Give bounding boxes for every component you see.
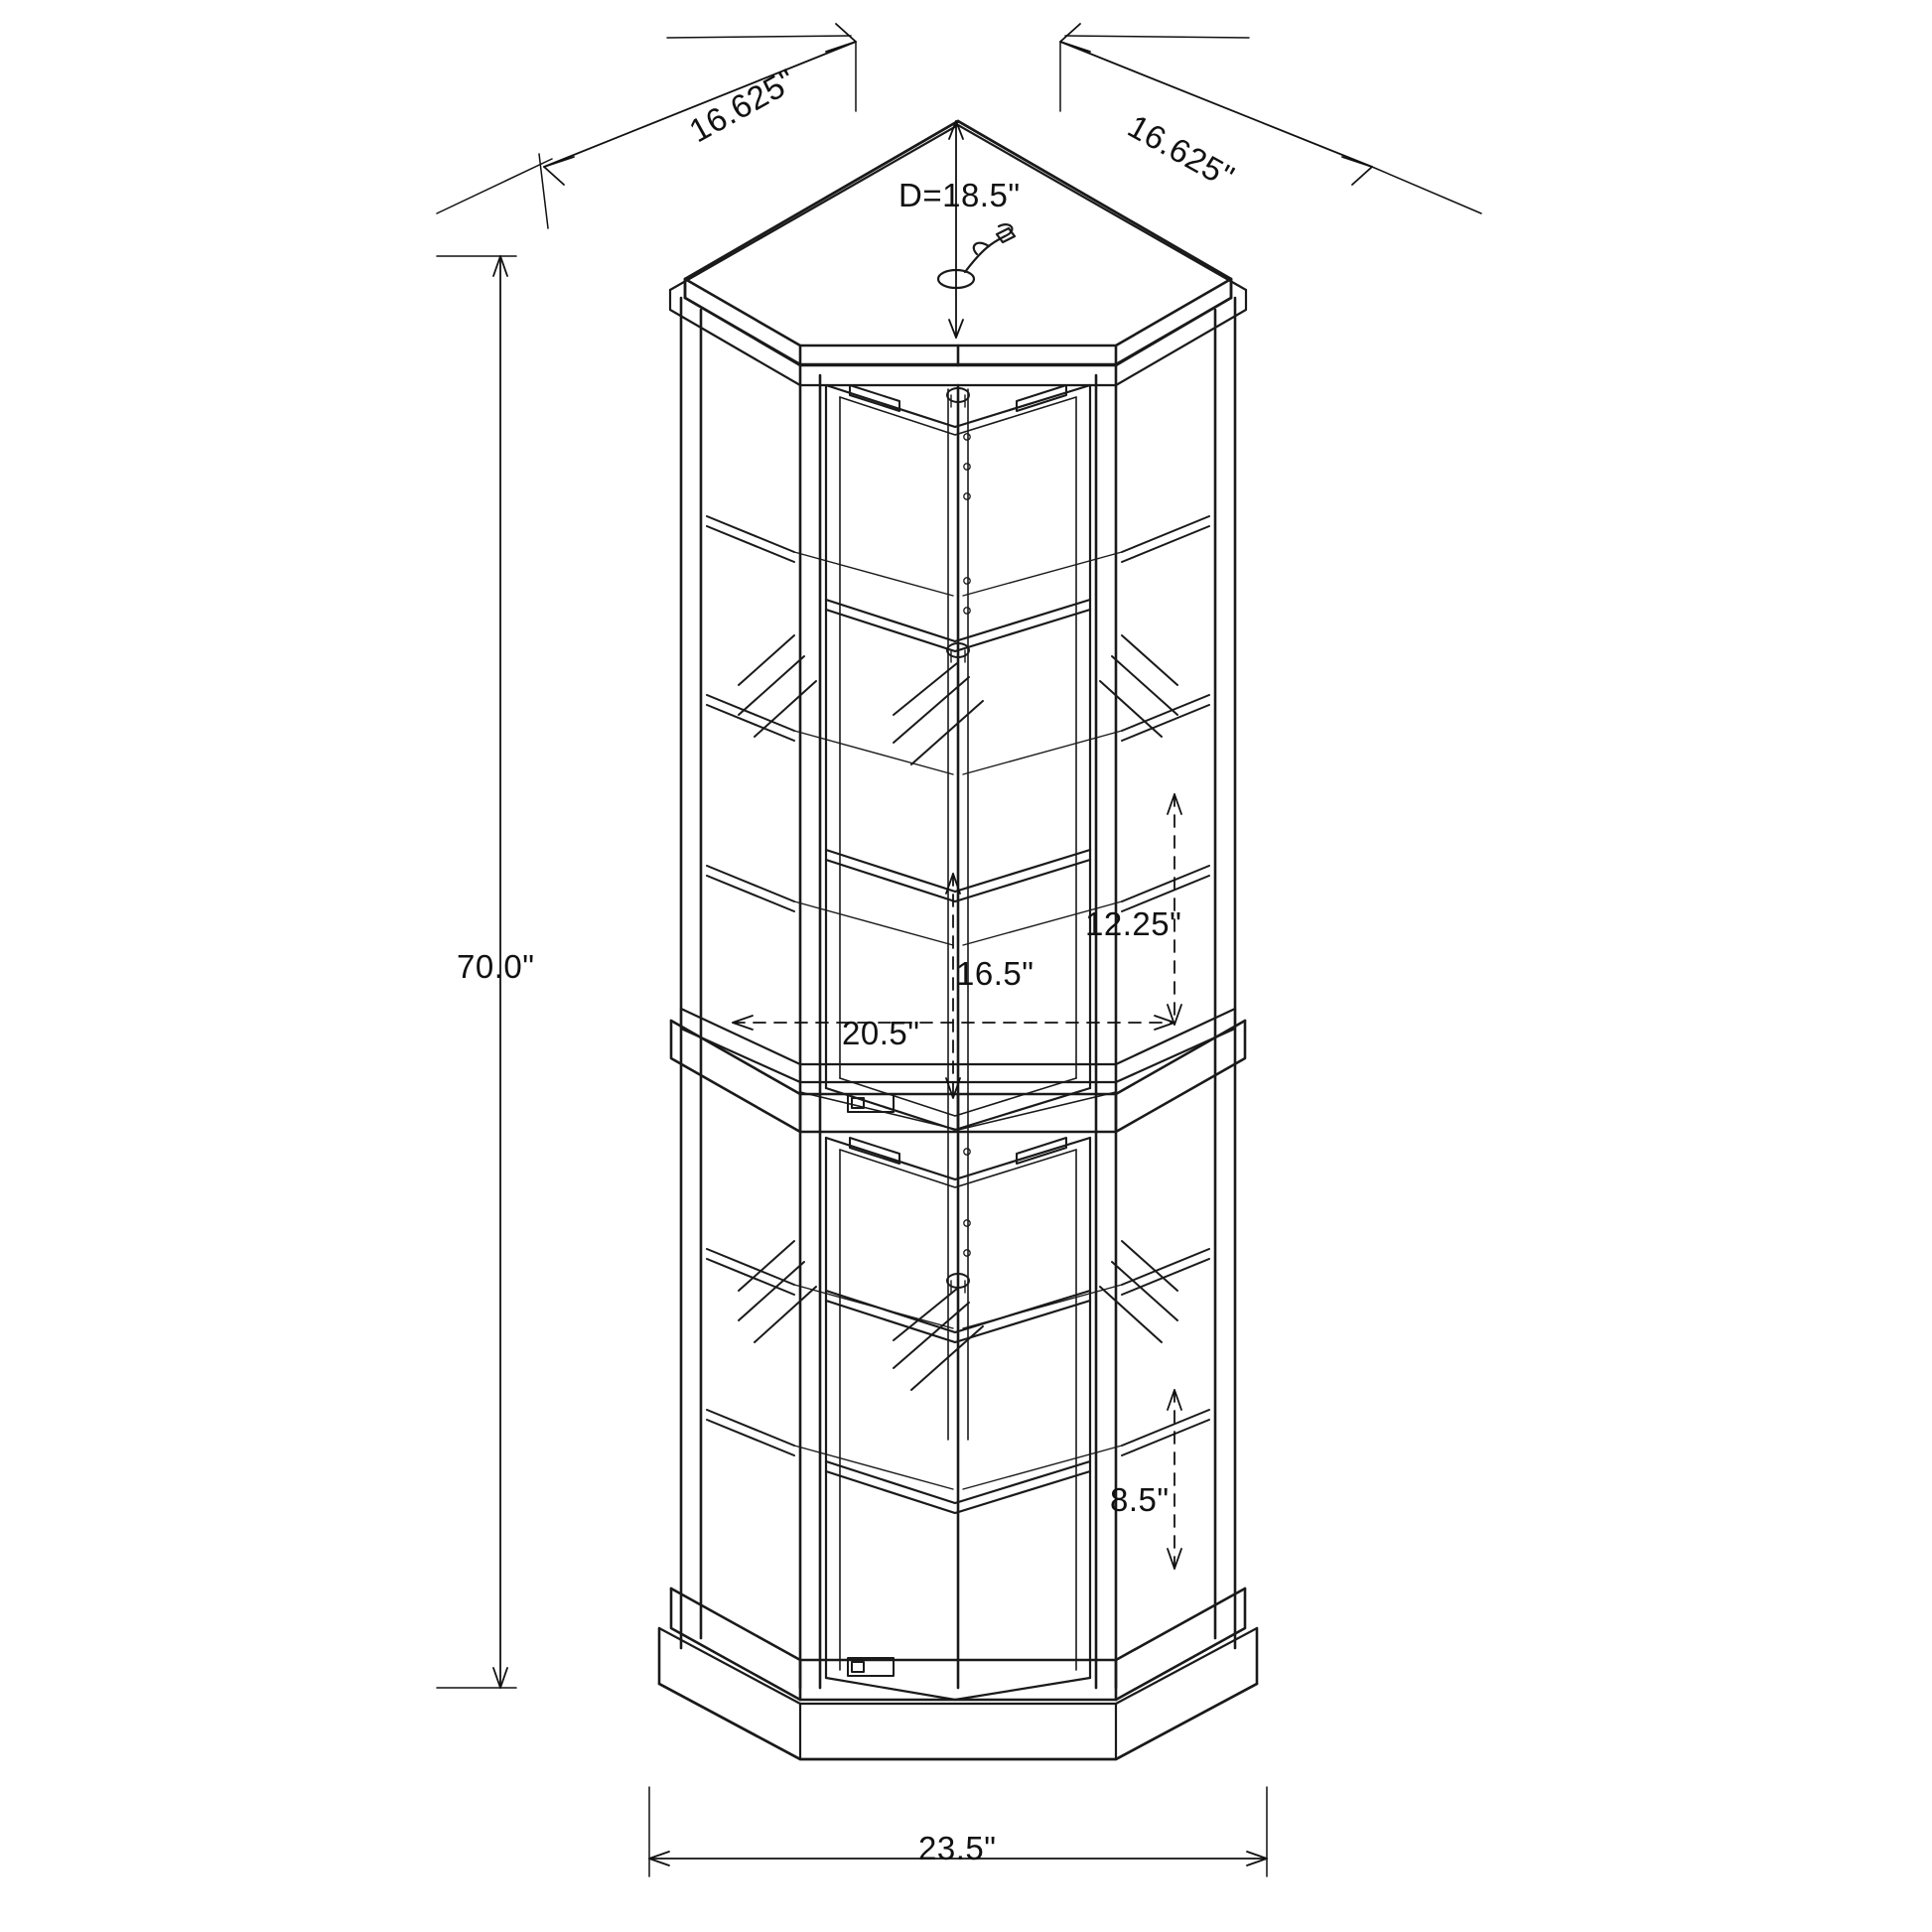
- power-cord-icon: [938, 224, 1015, 288]
- dimension-label-interior-width: 20.5": [842, 1015, 920, 1051]
- dimension-label-top-left-face: 16.625": [683, 61, 802, 150]
- hinge: [848, 1094, 894, 1676]
- dimension-label-top-right-face: 16.625": [1122, 107, 1241, 196]
- crown-top: [685, 121, 1231, 364]
- dimension-label-lower-shelf-clearance: 8.5": [1110, 1481, 1170, 1518]
- dimension-label-interior-height: 16.5": [956, 955, 1035, 992]
- dimension-label-depth: D=18.5": [898, 177, 1021, 213]
- dimension-label-overall-height: 70.0": [457, 948, 535, 985]
- dimension-label-upper-shelf-clearance: 12.25": [1085, 905, 1182, 942]
- dimension-label-overall-width: 23.5": [918, 1830, 997, 1866]
